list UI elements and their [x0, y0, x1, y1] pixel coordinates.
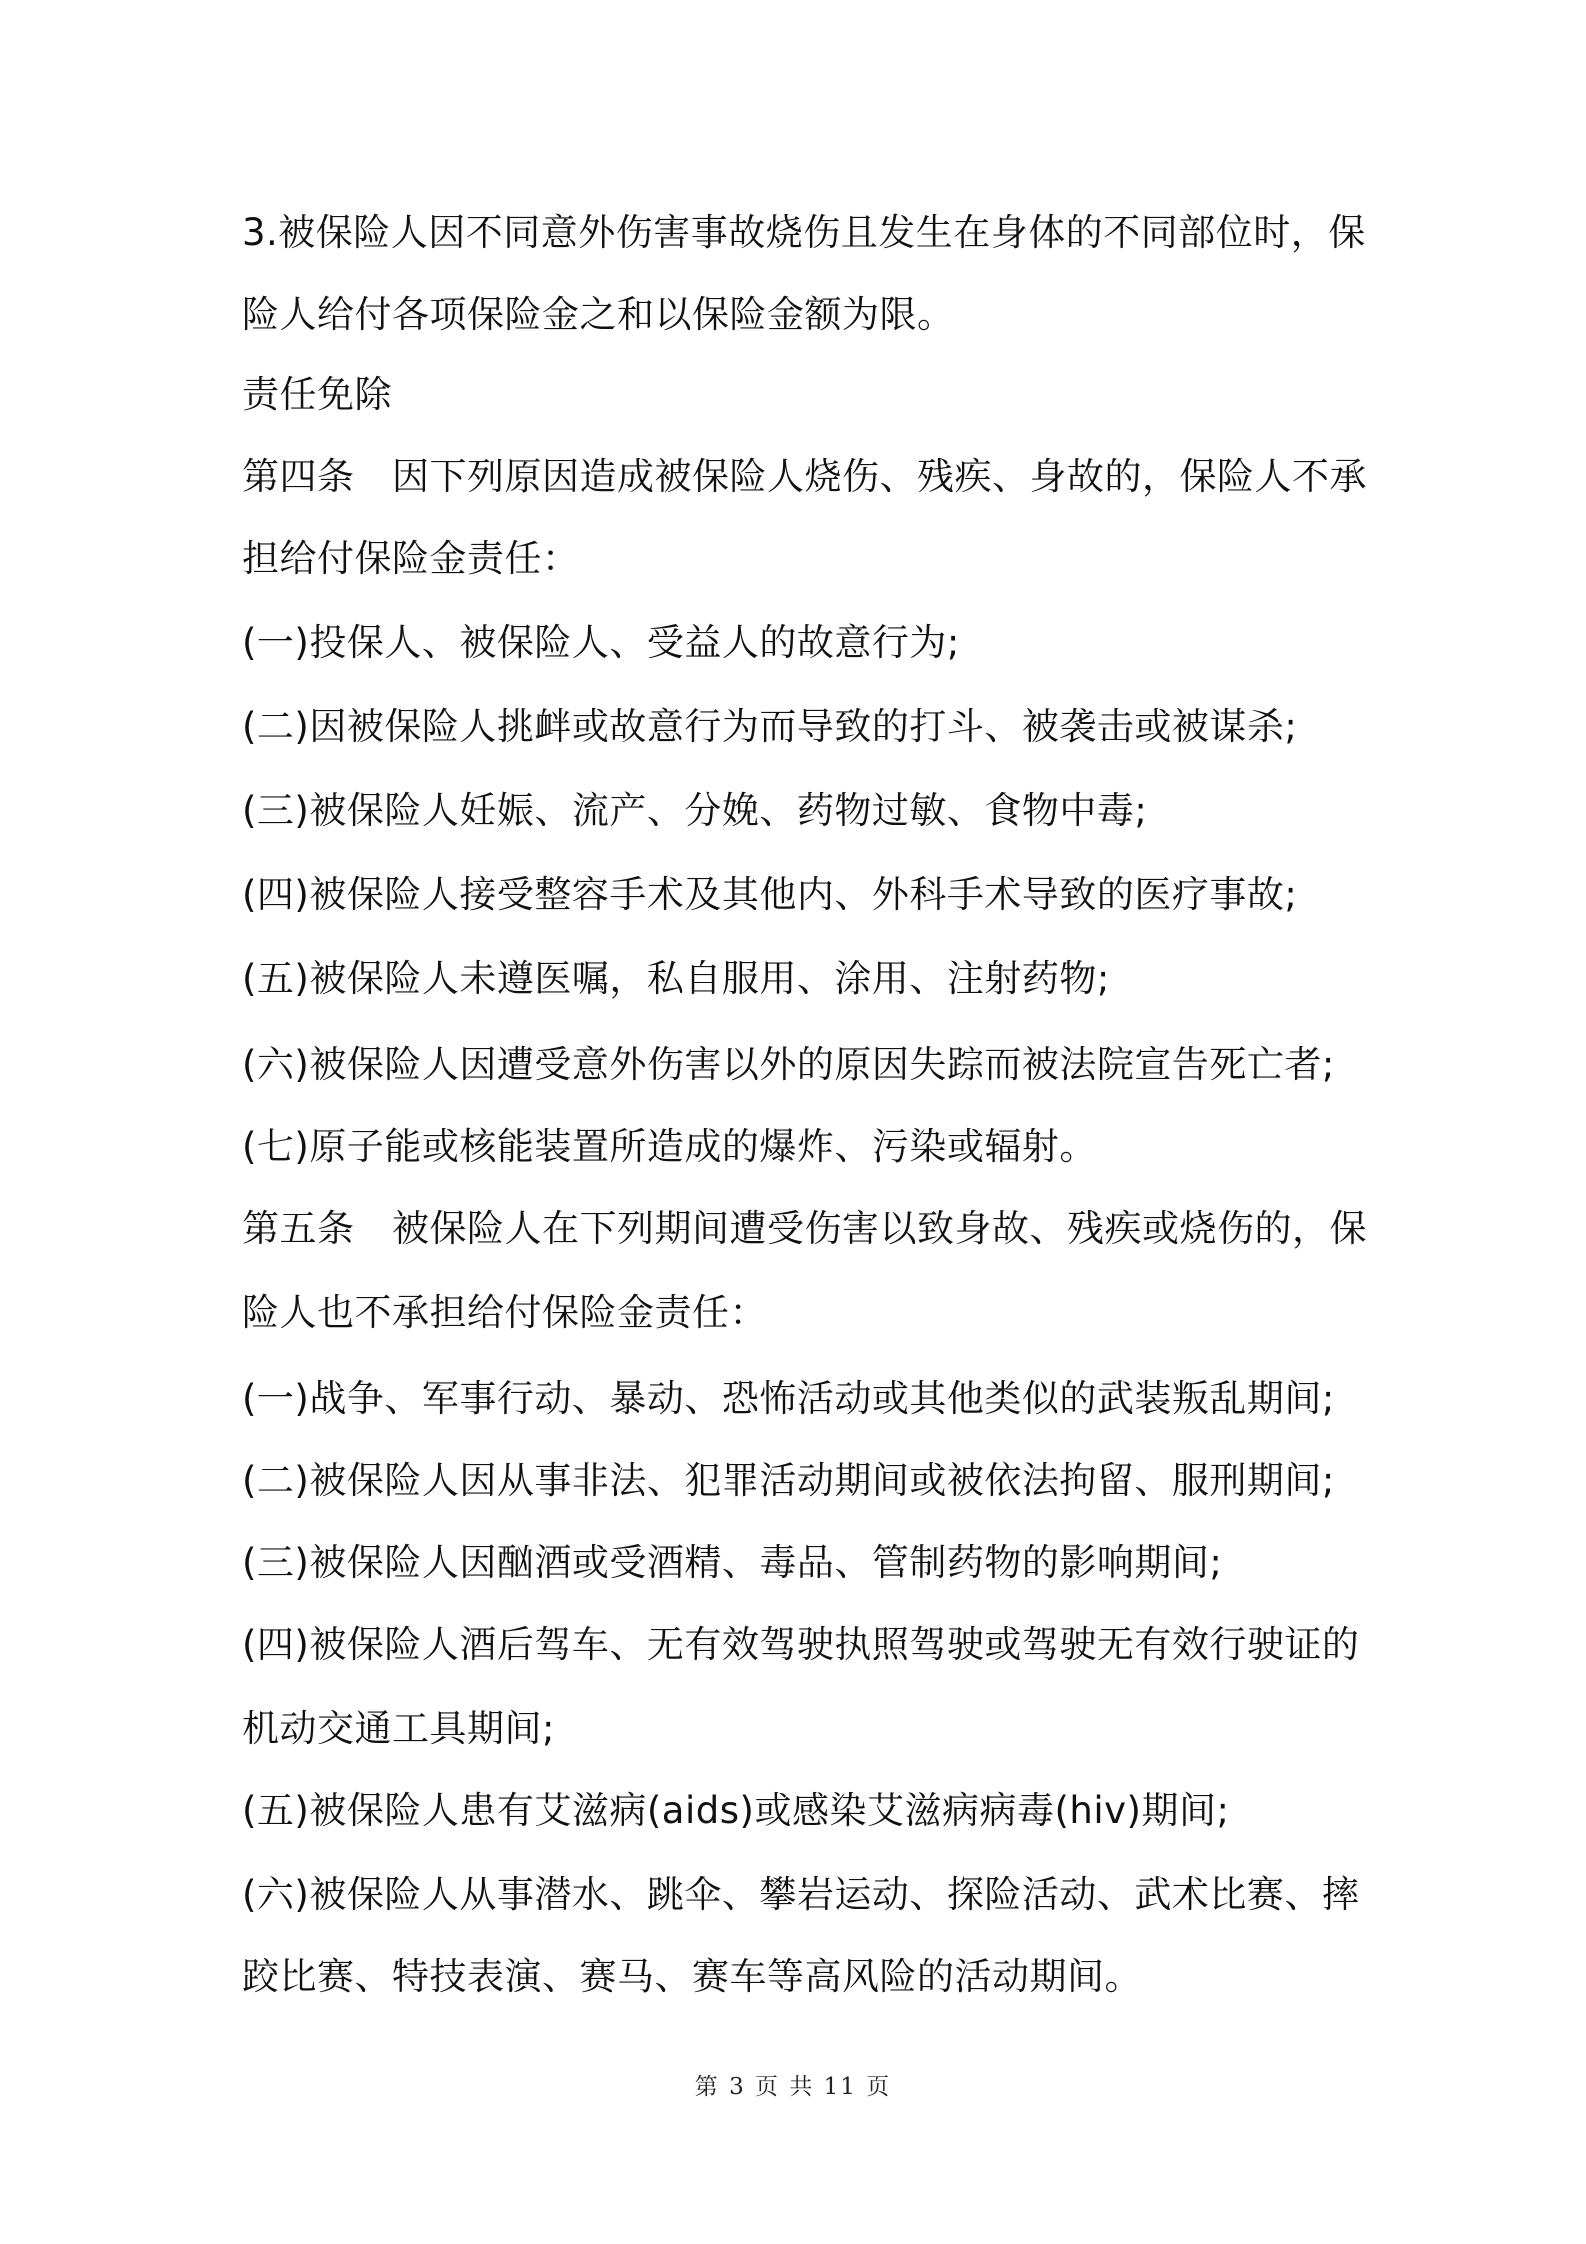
list-item: (七)原子能或核能装置所造成的爆炸、污染或辐射。	[242, 1125, 1097, 1168]
list-item: (一)投保人、被保险人、受益人的故意行为;	[242, 621, 960, 664]
article-five: 第五条 被保险人在下列期间遭受伤害以致身故、残疾或烧伤的，保	[242, 1207, 1367, 1250]
text-line: 担给付保险金责任：	[242, 537, 580, 580]
article-four: 第四条 因下列原因造成被保险人烧伤、残疾、身故的，保险人不承	[242, 455, 1367, 498]
text-line: 跤比赛、特技表演、赛马、赛车等高风险的活动期间。	[242, 1955, 1142, 1998]
text-line: 险人给付各项保险金之和以保险金额为限。	[242, 293, 955, 336]
text-line: 3.被保险人因不同意外伤害事故烧伤且发生在身体的不同部位时，保	[242, 211, 1366, 254]
list-item: (二)因被保险人挑衅或故意行为而导致的打斗、被袭击或被谋杀;	[242, 705, 1298, 748]
list-item: (六)被保险人从事潜水、跳伞、攀岩运动、探险活动、武术比赛、摔	[242, 1873, 1360, 1916]
list-item: (六)被保险人因遭受意外伤害以外的原因失踪而被法院宣告死亡者;	[242, 1043, 1335, 1086]
list-item: (五)被保险人患有艾滋病(aids)或感染艾滋病病毒(hiv)期间;	[242, 1789, 1230, 1832]
list-item: (四)被保险人接受整容手术及其他内、外科手术导致的医疗事故;	[242, 873, 1298, 916]
list-item: (四)被保险人酒后驾车、无有效驾驶执照驾驶或驾驶无有效行驶证的	[242, 1623, 1360, 1666]
list-item: (三)被保险人妊娠、流产、分娩、药物过敏、食物中毒;	[242, 789, 1148, 832]
list-item: (三)被保险人因酗酒或受酒精、毒品、管制药物的影响期间;	[242, 1541, 1223, 1584]
list-item: (五)被保险人未遵医嘱，私自服用、涂用、注射药物;	[242, 957, 1110, 1000]
list-item: (二)被保险人因从事非法、犯罪活动期间或被依法拘留、服刑期间;	[242, 1459, 1335, 1502]
section-heading: 责任免除	[242, 373, 392, 416]
list-item: (一)战争、军事行动、暴动、恐怖活动或其他类似的武装叛乱期间;	[242, 1377, 1335, 1420]
page-number-footer: 第 3 页 共 11 页	[694, 2074, 892, 2100]
text-line: 险人也不承担给付保险金责任：	[242, 1291, 767, 1334]
text-line: 机动交通工具期间;	[242, 1707, 555, 1750]
